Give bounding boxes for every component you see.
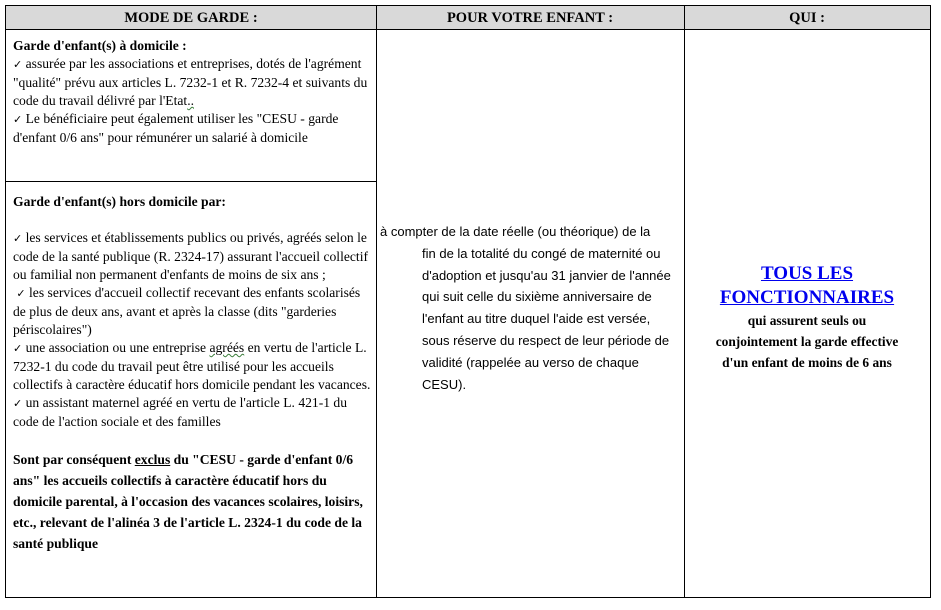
fonctionnaires-link[interactable]: FONCTIONNAIRES (719, 287, 895, 308)
hors-item-3-text-a: une association ou une entreprise (25, 340, 207, 355)
hors-item-3-word: agréés (209, 340, 245, 355)
exclusion-note (13, 449, 372, 554)
hors-item-2-text: les services d'accueil collectif recevant des enfants scolarisés de plus de deux ans, avant et après la classe (dits "garderies périscolaires") (13, 285, 361, 337)
exclusion-word: exclus (134, 452, 171, 467)
enfant-line-1: à compter de la date réelle (ou théorique) de la (380, 224, 651, 239)
hors-item-1-text: les services et établissements publics ou privés, agréés selon le code de la santé publique (R. 2324-17) assurant l'accueil collectif ou familial non permanent d'enfants de moins de six ans ; (13, 230, 369, 282)
cell-garde-domicile (6, 30, 376, 182)
domicile-item-2-text: Le bénéficiaire peut également utiliser les "CESU - garde d'enfant 0/6 ans" pour rémunérer un salarié à domicile (13, 111, 339, 145)
domicile-title: Garde d'enfant(s) à domicile : (13, 38, 187, 53)
domicile-item-1-text: assurée par les associations et entreprises, dotés de l'agrément "qualité" prévu aux articles L. 7232-1 et R. 7232-4 et suivants du code du travail délivré par l'Etat (13, 56, 368, 108)
checkmark-icon: ✓ (13, 113, 23, 126)
checkmark-icon: ✓ (16, 287, 26, 300)
checkmark-icon: ✓ (13, 397, 23, 410)
checkmark-icon: ✓ (13, 342, 23, 355)
header-pour-votre-enfant: POUR VOTRE ENFANT : (376, 6, 684, 30)
cell-pour-votre-enfant (376, 221, 684, 395)
header-mode-de-garde: MODE DE GARDE : (6, 6, 376, 30)
cell-garde-hors-domicile (6, 182, 376, 597)
domicile-item-1-end: .. (187, 93, 194, 108)
hors-item-2 (13, 284, 372, 339)
tous-les-link[interactable]: TOUS LES (760, 263, 854, 284)
hors-item-4-text: un assistant maternel agréé en vertu de l'article L. 421-1 du code de l'action sociale et des familles (13, 395, 348, 429)
cell-qui (684, 262, 930, 373)
header-qui: QUI : (684, 6, 930, 30)
domicile-item-1 (13, 55, 371, 110)
qui-description: qui assurent seuls ou conjointement la garde effective d'un enfant de moins de 6 ans (715, 313, 899, 370)
hors-title: Garde d'enfant(s) hors domicile par: (13, 194, 226, 209)
hors-item-1 (13, 229, 372, 284)
garde-table (5, 5, 931, 598)
hors-item-3 (13, 339, 372, 394)
exclusion-text-a: Sont par conséquent (13, 452, 132, 467)
enfant-rest: fin de la totalité du congé de maternité ou d'adoption et jusqu'au 31 janvier de l'année qui suit celle du sixième anniversaire de l'enfant au titre duquel l'aide est versée, sous réserve du respect de leur période de validité (rappelée au verso de chaque CESU). (422, 245, 671, 392)
checkmark-icon: ✓ (13, 232, 23, 245)
exclusion-text-b: du "CESU - garde d'enfant 0/6 ans" les accueils collectifs à caractère éducatif hors du domicile parental, à l'occasion des vacances scolaires, loisirs, etc., relevant de l'alinéa 3 de l'article L. 2324-1 du code de la santé publique (13, 452, 363, 551)
checkmark-icon: ✓ (13, 58, 23, 71)
hors-item-3-text-b: en vertu de l'article L. 7232-1 du code du travail peut être utilisé pour les accueils collectifs à caractère éducatif hors domicile pendant les vacances. (13, 340, 371, 392)
domicile-item-2 (13, 110, 371, 147)
hors-item-4 (13, 394, 372, 431)
